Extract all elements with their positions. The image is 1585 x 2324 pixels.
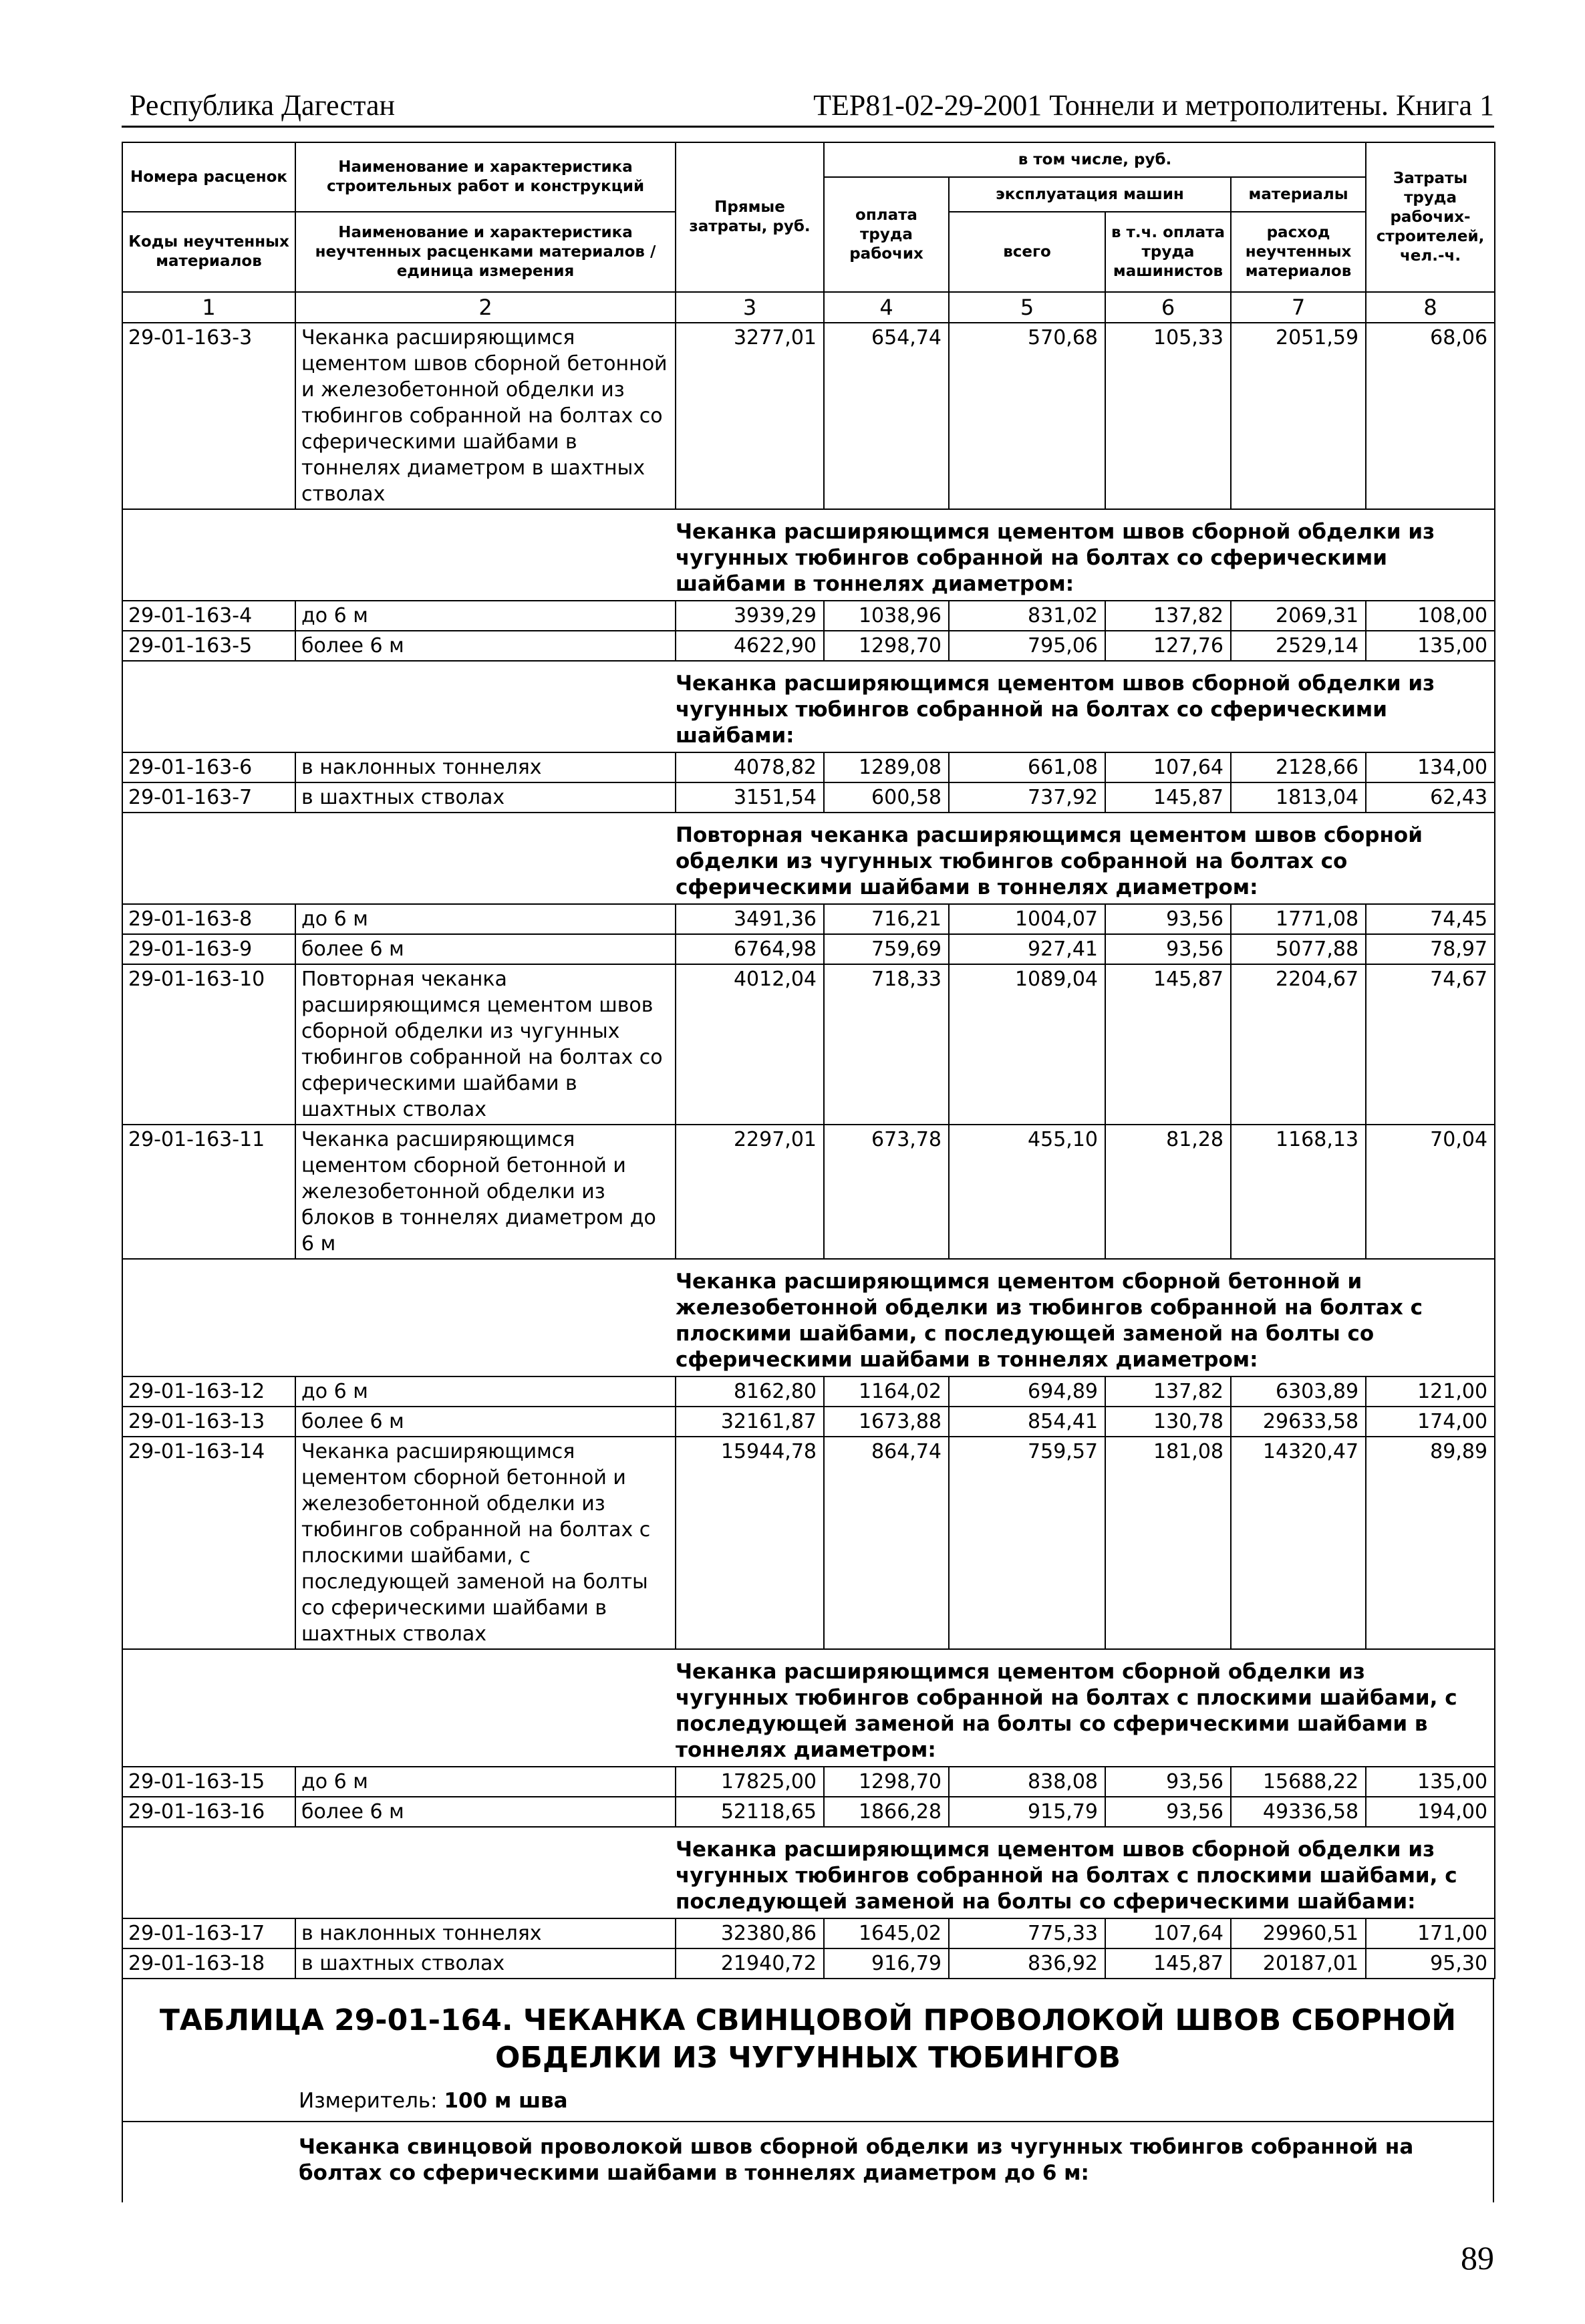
machinist-wages: 145,87 (1105, 964, 1231, 1125)
head-materials-consumption: расход неучтенных материалов (1231, 212, 1366, 292)
table-row (122, 1797, 1495, 1827)
rate-code: 29-01-163-5 (122, 631, 295, 661)
machinist-wages: 93,56 (1105, 1767, 1231, 1797)
rate-code: 29-01-163-15 (122, 1767, 295, 1797)
direct-costs: 2297,01 (676, 1125, 824, 1259)
rate-code: 29-01-163-12 (122, 1376, 295, 1407)
rates-table (122, 142, 1495, 1979)
machines-total: 570,68 (949, 323, 1105, 509)
materials-cost: 2529,14 (1231, 631, 1366, 661)
machinist-wages: 137,82 (1105, 1376, 1231, 1407)
machines-total: 694,89 (949, 1376, 1105, 1407)
table-row (122, 1437, 1495, 1649)
labor-hours: 78,97 (1366, 934, 1495, 964)
work-name: Чеканка расширяющимся цементом швов сборной бетонной и железобетонной обделки из тюбингов собранной на болтах со сферическими шайбами в тоннелях диаметром в шахтных стволах (295, 323, 676, 509)
labor-hours: 194,00 (1366, 1797, 1495, 1827)
work-name: более 6 м (295, 934, 676, 964)
machines-total: 915,79 (949, 1797, 1105, 1827)
direct-costs: 4078,82 (676, 752, 824, 782)
machines-total: 1004,07 (949, 904, 1105, 934)
measure-line (123, 2077, 1493, 2121)
worker-wages: 1298,70 (824, 1767, 949, 1797)
table-29-01-164-block (122, 1979, 1494, 2202)
rate-code: 29-01-163-17 (122, 1918, 295, 1948)
direct-costs: 21940,72 (676, 1948, 824, 1979)
machines-total: 759,57 (949, 1437, 1105, 1649)
table-row (122, 323, 1495, 509)
machinist-wages: 127,76 (1105, 631, 1231, 661)
materials-cost: 49336,58 (1231, 1797, 1366, 1827)
labor-hours: 121,00 (1366, 1376, 1495, 1407)
table-row (122, 1948, 1495, 1979)
section-heading-row (122, 1259, 1495, 1376)
machines-total: 838,08 (949, 1767, 1105, 1797)
labor-hours: 74,67 (1366, 964, 1495, 1125)
header-region: Республика Дагестан (130, 89, 396, 122)
work-name: Повторная чеканка расширяющимся цементом швов сборной обделки из чугунных тюбингов собранной на болтах со сферическими шайбами в шахтных стволах (295, 964, 676, 1125)
column-number: 1 (122, 292, 295, 323)
machinist-wages: 130,78 (1105, 1407, 1231, 1437)
machines-total: 854,41 (949, 1407, 1105, 1437)
direct-costs: 3277,01 (676, 323, 824, 509)
labor-hours: 62,43 (1366, 782, 1495, 813)
column-number: 6 (1105, 292, 1231, 323)
column-number: 7 (1231, 292, 1366, 323)
materials-cost: 1813,04 (1231, 782, 1366, 813)
head-work-name: Наименование и характеристика строительных работ и конструкций (295, 142, 676, 212)
table-row (122, 1407, 1495, 1437)
machinist-wages: 181,08 (1105, 1437, 1231, 1649)
work-name: до 6 м (295, 1767, 676, 1797)
machinist-wages: 137,82 (1105, 601, 1231, 631)
labor-hours: 134,00 (1366, 752, 1495, 782)
section-heading: Чеканка расширяющимся цементом швов сборной обделки из чугунных тюбингов собранной на болтах со сферическими шайбами в тоннелях диаметром: (676, 509, 1495, 601)
direct-costs: 4622,90 (676, 631, 824, 661)
table-row (122, 782, 1495, 813)
table-row (122, 934, 1495, 964)
content-frame (122, 142, 1494, 2233)
labor-hours: 95,30 (1366, 1948, 1495, 1979)
direct-costs: 3939,29 (676, 601, 824, 631)
materials-cost: 14320,47 (1231, 1437, 1366, 1649)
machines-total: 455,10 (949, 1125, 1105, 1259)
labor-hours: 108,00 (1366, 601, 1495, 631)
direct-costs: 15944,78 (676, 1437, 824, 1649)
rate-code: 29-01-163-13 (122, 1407, 295, 1437)
column-number: 5 (949, 292, 1105, 323)
direct-costs: 3151,54 (676, 782, 824, 813)
worker-wages: 1645,02 (824, 1918, 949, 1948)
rates-body (122, 292, 1495, 1979)
labor-hours: 89,89 (1366, 1437, 1495, 1649)
worker-wages: 673,78 (824, 1125, 949, 1259)
head-labor: Затраты труда рабочих-строителей, чел.-ч. (1366, 142, 1495, 292)
machinist-wages: 145,87 (1105, 782, 1231, 813)
worker-wages: 1164,02 (824, 1376, 949, 1407)
column-number: 3 (676, 292, 824, 323)
head-material-codes: Коды неучтенных материалов (122, 212, 295, 292)
worker-wages: 654,74 (824, 323, 949, 509)
page-number: 89 (1461, 2239, 1494, 2277)
materials-cost: 2128,66 (1231, 752, 1366, 782)
section-heading: Чеканка расширяющимся цементом швов сборной обделки из чугунных тюбингов собранной на болтах со сферическими шайбами: (676, 661, 1495, 752)
section-spacer (122, 1649, 676, 1767)
rate-code: 29-01-163-9 (122, 934, 295, 964)
section-heading: Чеканка расширяющимся цементом сборной бетонной и железобетонной обделки из тюбингов собранной на болтах с плоскими шайбами, с последующей заменой на болты со сферическими шайбами в тоннелях диаметром: (676, 1259, 1495, 1376)
section-heading-row (122, 661, 1495, 752)
work-name: в наклонных тоннелях (295, 1918, 676, 1948)
column-number: 2 (295, 292, 676, 323)
worker-wages: 716,21 (824, 904, 949, 934)
direct-costs: 4012,04 (676, 964, 824, 1125)
labor-hours: 135,00 (1366, 1767, 1495, 1797)
materials-cost: 1168,13 (1231, 1125, 1366, 1259)
direct-costs: 32161,87 (676, 1407, 824, 1437)
table-row (122, 601, 1495, 631)
table-row (122, 904, 1495, 934)
direct-costs: 6764,98 (676, 934, 824, 964)
table-row (122, 631, 1495, 661)
table-row (122, 964, 1495, 1125)
work-name: до 6 м (295, 904, 676, 934)
rate-code: 29-01-163-16 (122, 1797, 295, 1827)
section-heading-row (122, 509, 1495, 601)
head-wages: оплата труда рабочих (824, 177, 949, 292)
section-heading: Чеканка расширяющимся цементом швов сборной обделки из чугунных тюбингов собранной на болтах с плоскими шайбами, с последующей заменой на болты со сферическими шайбами: (676, 1827, 1495, 1918)
head-machines-total: всего (949, 212, 1105, 292)
direct-costs: 17825,00 (676, 1767, 824, 1797)
work-name: в наклонных тоннелях (295, 752, 676, 782)
materials-cost: 6303,89 (1231, 1376, 1366, 1407)
section-spacer (122, 1259, 676, 1376)
work-name: более 6 м (295, 1797, 676, 1827)
machinist-wages: 145,87 (1105, 1948, 1231, 1979)
labor-hours: 174,00 (1366, 1407, 1495, 1437)
machinist-wages: 93,56 (1105, 1797, 1231, 1827)
machinist-wages: 81,28 (1105, 1125, 1231, 1259)
worker-wages: 1038,96 (824, 601, 949, 631)
section-heading-row (122, 813, 1495, 904)
direct-costs: 3491,36 (676, 904, 824, 934)
head-material-names: Наименование и характеристика неучтенных расценками материалов / единица измерения (295, 212, 676, 292)
work-name: до 6 м (295, 1376, 676, 1407)
rate-code: 29-01-163-11 (122, 1125, 295, 1259)
work-name: более 6 м (295, 631, 676, 661)
rate-code: 29-01-163-18 (122, 1948, 295, 1979)
labor-hours: 171,00 (1366, 1918, 1495, 1948)
labor-hours: 135,00 (1366, 631, 1495, 661)
labor-hours: 74,45 (1366, 904, 1495, 934)
head-materials: материалы (1231, 177, 1366, 212)
direct-costs: 8162,80 (676, 1376, 824, 1407)
header-book-title: ТЕР81-02-29-2001 Тоннели и метрополитены. Книга 1 (813, 89, 1494, 122)
materials-cost: 2051,59 (1231, 323, 1366, 509)
head-machinists-wages: в т.ч. оплата труда машинистов (1105, 212, 1231, 292)
machines-total: 831,02 (949, 601, 1105, 631)
worker-wages: 1289,08 (824, 752, 949, 782)
table-row (122, 1125, 1495, 1259)
section-spacer (122, 813, 676, 904)
labor-hours: 70,04 (1366, 1125, 1495, 1259)
worker-wages: 1866,28 (824, 1797, 949, 1827)
table-row (122, 752, 1495, 782)
rate-code: 29-01-163-10 (122, 964, 295, 1125)
machines-total: 836,92 (949, 1948, 1105, 1979)
machinist-wages: 107,64 (1105, 752, 1231, 782)
rate-code: 29-01-163-8 (122, 904, 295, 934)
worker-wages: 916,79 (824, 1948, 949, 1979)
materials-cost: 20187,01 (1231, 1948, 1366, 1979)
labor-hours: 68,06 (1366, 323, 1495, 509)
materials-cost: 29633,58 (1231, 1407, 1366, 1437)
section-spacer (122, 661, 676, 752)
section-heading-row (122, 1649, 1495, 1767)
table-row (122, 1918, 1495, 1948)
section-heading: Чеканка расширяющимся цементом сборной обделки из чугунных тюбингов собранной на болтах с плоскими шайбами, с последующей заменой на болты со сферическими шайбами в тоннелях диаметром: (676, 1649, 1495, 1767)
materials-cost: 5077,88 (1231, 934, 1366, 964)
machinist-wages: 93,56 (1105, 904, 1231, 934)
machines-total: 795,06 (949, 631, 1105, 661)
work-name: в шахтных стволах (295, 1948, 676, 1979)
section-heading-row (122, 1827, 1495, 1918)
materials-cost: 15688,22 (1231, 1767, 1366, 1797)
materials-cost: 1771,08 (1231, 904, 1366, 934)
column-number: 8 (1366, 292, 1495, 323)
column-number-row (122, 292, 1495, 323)
rate-code: 29-01-163-14 (122, 1437, 295, 1649)
section-heading: Чеканка свинцовой проволокой швов сборной обделки из чугунных тюбингов собранной на болтах со сферическими шайбами в тоннелях диаметром до 6 м: (299, 2135, 1414, 2185)
head-direct-costs: Прямые затраты, руб. (676, 142, 824, 292)
work-name: Чеканка расширяющимся цементом сборной бетонной и железобетонной обделки из тюбингов собранной на болтах с плоскими шайбами, с последующей заменой на болты со сферическими шайбами в шахтных стволах (295, 1437, 676, 1649)
worker-wages: 600,58 (824, 782, 949, 813)
machinist-wages: 107,64 (1105, 1918, 1231, 1948)
machines-total: 775,33 (949, 1918, 1105, 1948)
worker-wages: 864,74 (824, 1437, 949, 1649)
section-spacer (122, 509, 676, 601)
materials-cost: 2204,67 (1231, 964, 1366, 1125)
table-row (122, 1767, 1495, 1797)
worker-wages: 718,33 (824, 964, 949, 1125)
work-name: более 6 м (295, 1407, 676, 1437)
materials-cost: 2069,31 (1231, 601, 1366, 631)
worker-wages: 1298,70 (824, 631, 949, 661)
machinist-wages: 105,33 (1105, 323, 1231, 509)
header-rule (122, 126, 1494, 128)
section-spacer (122, 1827, 676, 1918)
head-machines: эксплуатация машин (949, 177, 1231, 212)
table-row (122, 1376, 1495, 1407)
head-including: в том числе, руб. (824, 142, 1366, 177)
rate-code: 29-01-163-4 (122, 601, 295, 631)
worker-wages: 1673,88 (824, 1407, 949, 1437)
section-heading: Повторная чеканка расширяющимся цементом швов сборной обделки из чугунных тюбингов собранной на болтах со сферическими шайбами в тоннелях диаметром: (676, 813, 1495, 904)
machines-total: 737,92 (949, 782, 1105, 813)
materials-cost: 29960,51 (1231, 1918, 1366, 1948)
rate-code: 29-01-163-3 (122, 323, 295, 509)
measure-value: 100 м шва (444, 2089, 568, 2113)
measure-label: Измеритель: (299, 2089, 438, 2113)
worker-wages: 759,69 (824, 934, 949, 964)
direct-costs: 52118,65 (676, 1797, 824, 1827)
direct-costs: 32380,86 (676, 1918, 824, 1948)
rate-code: 29-01-163-7 (122, 782, 295, 813)
head-rate-numbers: Номера расценок (122, 142, 295, 212)
work-name: до 6 м (295, 601, 676, 631)
table-title: ТАБЛИЦА 29-01-164. ЧЕКАНКА СВИНЦОВОЙ ПРОВОЛОКОЙ ШВОВ СБОРНОЙ ОБДЕЛКИ ИЗ ЧУГУННЫХ ТЮБИНГОВ (159, 2003, 1457, 2075)
work-name: в шахтных стволах (295, 782, 676, 813)
machines-total: 661,08 (949, 752, 1105, 782)
machines-total: 927,41 (949, 934, 1105, 964)
column-number: 4 (824, 292, 949, 323)
work-name: Чеканка расширяющимся цементом сборной бетонной и железобетонной обделки из блоков в тоннелях диаметром до 6 м (295, 1125, 676, 1259)
machines-total: 1089,04 (949, 964, 1105, 1125)
machinist-wages: 93,56 (1105, 934, 1231, 964)
rate-code: 29-01-163-6 (122, 752, 295, 782)
